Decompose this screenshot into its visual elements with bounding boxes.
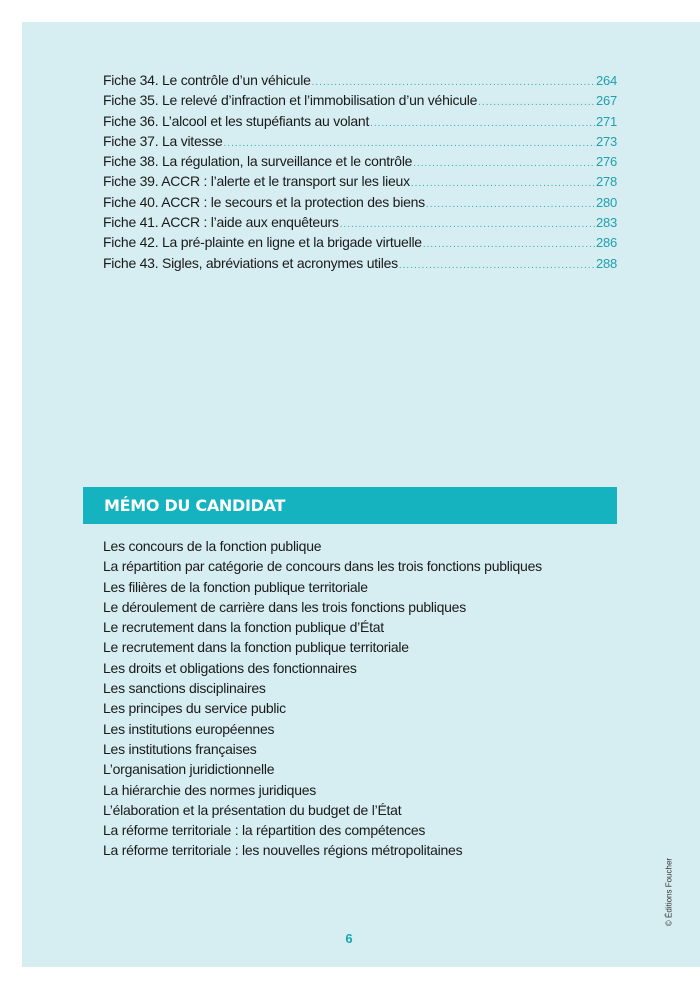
toc-entry[interactable] [103,153,617,173]
memo-list [103,538,617,863]
toc-entry-label: Fiche 40. ACCR : le secours et la protection des biens [103,193,425,210]
memo-item: Les droits et obligations des fonctionnaires [103,659,357,676]
toc-entry[interactable] [103,214,617,234]
toc-entry[interactable] [103,194,617,214]
toc-entry-label: Fiche 35. Le relevé d’infraction et l’immobilisation d’un véhicule [103,92,478,109]
toc-entry[interactable] [103,92,617,112]
toc-entry-page: 273 [596,133,617,149]
toc-entry-label: Fiche 39. ACCR : l’alerte et le transport sur les lieux [103,173,410,190]
toc-entry-page: 267 [596,93,617,109]
toc-dot-leader [399,260,595,271]
toc-dot-leader [370,118,595,129]
memo-item: Le déroulement de carrière dans les trois fonctions publiques [103,598,466,615]
memo-item: Les principes du service public [103,700,286,717]
toc-entry[interactable] [103,234,617,254]
toc-entry-label: Fiche 38. La régulation, la surveillance et le contrôle [103,153,413,170]
toc-entry-label: Fiche 37. La vitesse [103,132,223,149]
memo-item: L’élaboration et la présentation du budget de l’État [103,801,402,818]
memo-item: La hiérarchie des normes juridiques [103,781,317,798]
toc-entry-page: 276 [596,154,617,170]
memo-section-title: MÉMO DU CANDIDAT [104,496,286,515]
toc-entry-page: 271 [596,113,617,129]
toc-entry-label: Fiche 36. L’alcool et les stupéfiants au volant [103,112,370,129]
memo-item: Le recrutement dans la fonction publique territoriale [103,639,409,656]
toc-entry-page: 283 [596,215,617,231]
toc-entry-page: 286 [596,235,617,251]
toc-entry[interactable] [103,72,617,92]
toc-dot-leader [340,219,595,230]
memo-item: Les sanctions disciplinaires [103,680,266,697]
toc-entry-label: Fiche 41. ACCR : l’aide aux enquêteurs [103,214,339,231]
page-number: 6 [345,931,353,946]
toc-entry-page: 288 [596,255,617,271]
memo-item: Les institutions françaises [103,740,257,757]
memo-section-header [83,487,617,524]
toc-dot-leader [426,199,595,210]
toc-entry-label: Fiche 34. Le contrôle d’un véhicule [103,72,311,88]
memo-item: La répartition par catégorie de concours dans les trois fonctions publiques [103,558,542,575]
toc-entry[interactable] [103,173,617,193]
toc-entry-page: 280 [596,194,617,210]
memo-item: Les concours de la fonction publique [103,538,322,554]
toc-dot-leader [423,239,595,250]
toc-dot-leader [224,138,596,149]
toc-dot-leader [478,97,595,108]
toc-entry-label: Fiche 42. La pré-plainte en ligne et la brigade virtuelle [103,234,422,251]
toc-entry-page: 264 [596,73,617,88]
memo-item: La réforme territoriale : les nouvelles régions métropolitaines [103,842,463,859]
copyright-notice: © Éditions Foucher [664,857,674,927]
toc-dot-leader [312,77,595,88]
toc-entry[interactable] [103,113,617,133]
table-of-contents [103,72,617,275]
memo-item: Les institutions européennes [103,720,275,737]
toc-entry-page: 278 [596,174,617,190]
toc-dot-leader [413,158,595,169]
toc-entry[interactable] [103,133,617,153]
memo-item: Les filières de la fonction publique territoriale [103,578,368,595]
memo-item: L’organisation juridictionnelle [103,761,275,778]
toc-entry[interactable] [103,255,617,275]
memo-item: Le recrutement dans la fonction publique d’État [103,619,384,636]
toc-entry-label: Fiche 43. Sigles, abréviations et acronymes utiles [103,254,398,271]
page-panel [22,22,700,967]
memo-item: La réforme territoriale : la répartition des compétences [103,822,426,839]
toc-dot-leader [411,178,595,189]
